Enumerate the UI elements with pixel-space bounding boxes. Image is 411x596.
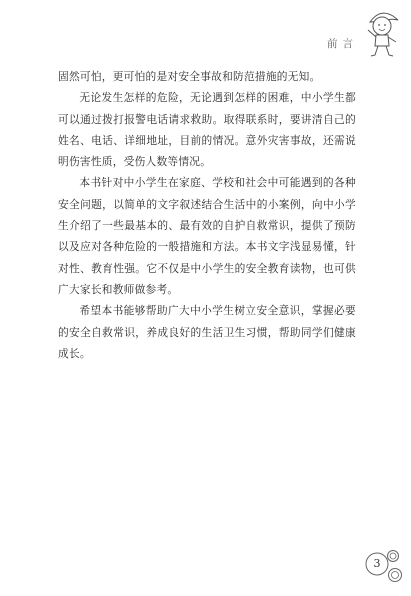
page-header [0,0,411,64]
paragraph-continuation: 固然可怕，更可怕的是对安全事故和防范措施的无知。 [58,70,321,83]
boy-mascot-icon [360,6,404,60]
section-title: 前言 [327,38,358,50]
paragraph-hope: 希望本书能够帮助广大中小学生树立安全意识，掌握必要的安全自救常识，养成良好的生活卫生习惯，帮助同学们健康成长。 [58,304,356,360]
preface-body [58,66,356,364]
paragraph-emergency-call: 无论发生怎样的危险，无论遇到怎样的困难，中小学生都可以通过拨打报警电话请求救助。取得联系时，要讲清自己的姓名、电话、详细地址，目前的情况。意外灾害事故，还需说明伤害性质，受伤人数等情况。 [58,91,356,169]
paragraph-book-intro: 本书针对中小学生在家庭、学校和社会中可能遇到的各种安全问题，以简单的文字叙述结合生活中的小案例，向中小学生介绍了一些最基本的、最有效的自护自救常识，提供了预防以及应对各种危险的一般措施和方法。本书文字浅显易懂，针对性、教育性强。它不仅是中小学生的安全教育读物，也可供广大家长和教师做参考。 [58,176,356,296]
page-number-badge [364,546,404,586]
page-number: 3 [373,557,381,570]
